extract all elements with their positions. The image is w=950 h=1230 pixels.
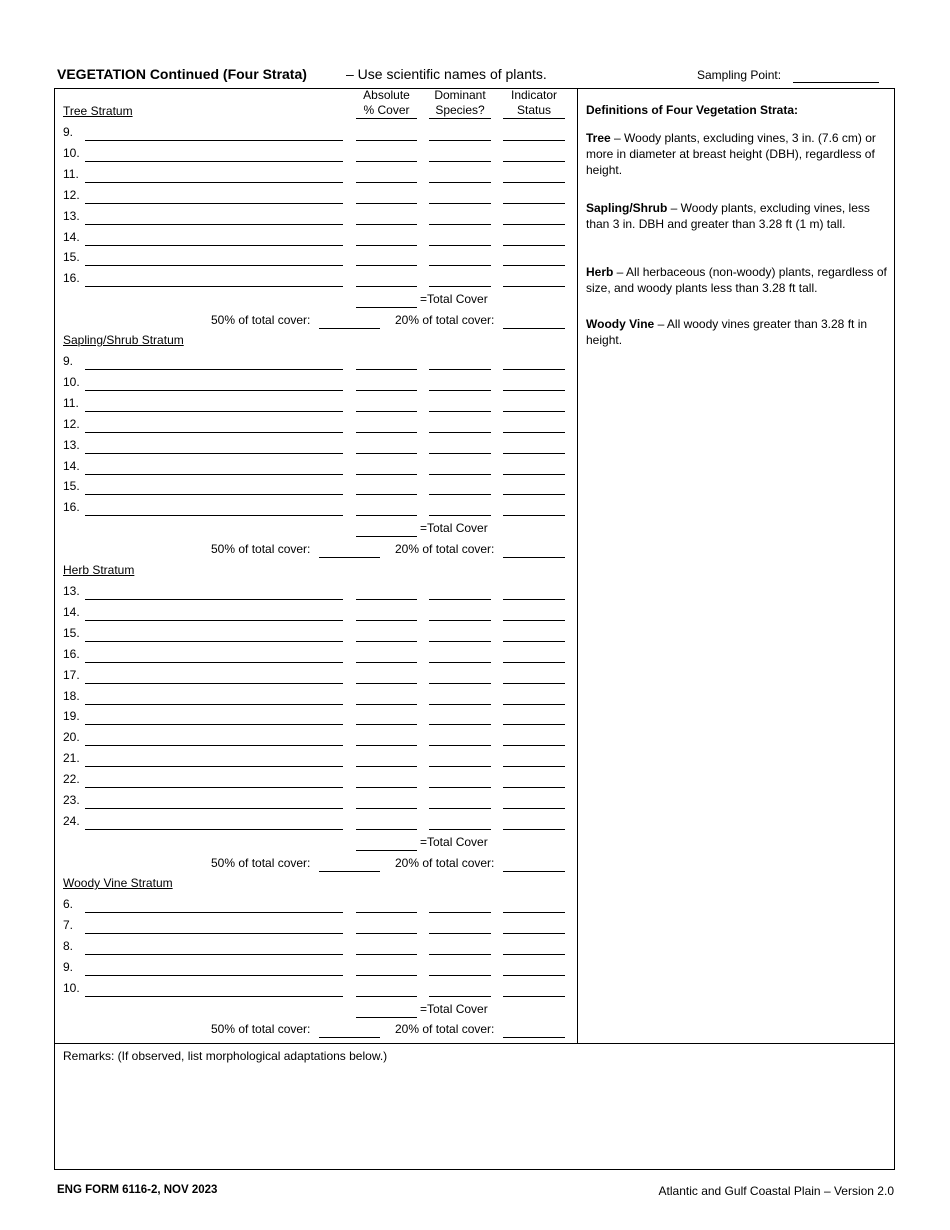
indicator-status-input[interactable] (503, 710, 565, 725)
indicator-status-input[interactable] (503, 251, 565, 266)
fifty-percent-input[interactable] (319, 543, 380, 558)
absolute-cover-input[interactable] (356, 982, 417, 997)
species-name-input[interactable] (85, 669, 343, 684)
row-number: 10. (63, 980, 80, 995)
species-name-input[interactable] (85, 376, 343, 391)
absolute-cover-input[interactable] (356, 418, 417, 433)
species-name-input[interactable] (85, 168, 343, 183)
species-name-input[interactable] (85, 898, 343, 913)
row-number: 15. (63, 625, 80, 640)
indicator-status-input[interactable] (503, 731, 565, 746)
dominant-species-input[interactable] (429, 460, 491, 475)
twenty-percent-input[interactable] (503, 1023, 565, 1038)
header-line: Species? (435, 103, 485, 117)
header-line: Dominant (434, 88, 486, 102)
indicator-status-input[interactable] (503, 940, 565, 955)
indicator-status-input[interactable] (503, 648, 565, 663)
header-underline (356, 118, 417, 119)
absolute-cover-input[interactable] (356, 710, 417, 725)
absolute-cover-input[interactable] (356, 648, 417, 663)
dominant-species-input[interactable] (429, 272, 491, 287)
species-name-input[interactable] (85, 815, 343, 830)
row-number: 11. (63, 395, 79, 410)
indicator-status-input[interactable] (503, 355, 565, 370)
absolute-cover-input[interactable] (356, 731, 417, 746)
species-name-input[interactable] (85, 460, 343, 475)
absolute-cover-input[interactable] (356, 272, 417, 287)
indicator-status-input[interactable] (503, 794, 565, 809)
dominant-species-input[interactable] (429, 919, 491, 934)
region-version: Atlantic and Gulf Coastal Plain – Version 2.0 (658, 1184, 894, 1198)
dominant-species-input[interactable] (429, 168, 491, 183)
form-id: ENG FORM 6116-2, NOV 2023 (57, 1184, 218, 1196)
header-line: Status (516, 103, 552, 117)
row-number: 19. (63, 709, 80, 724)
species-name-input[interactable] (85, 794, 343, 809)
indicator-status-input[interactable] (503, 147, 565, 162)
species-name-input[interactable] (85, 627, 343, 642)
dominant-species-input[interactable] (429, 231, 491, 246)
species-name-input[interactable] (85, 355, 343, 370)
row-number: 16. (63, 271, 80, 286)
stratum-title: Tree Stratum (63, 104, 133, 118)
species-name-input[interactable] (85, 752, 343, 767)
indicator-status-input[interactable] (503, 397, 565, 412)
total-cover-label: =Total Cover (420, 521, 488, 536)
row-number: 17. (63, 667, 80, 682)
indicator-status-input[interactable] (503, 376, 565, 391)
absolute-cover-input[interactable] (356, 501, 417, 516)
row-number: 13. (63, 208, 80, 223)
row-number: 10. (63, 145, 80, 160)
indicator-status-input[interactable] (503, 752, 565, 767)
row-number: 15. (63, 479, 80, 494)
definition-term: Tree (586, 131, 611, 145)
fifty-percent-label: 50% of total cover: (211, 542, 311, 557)
indicator-status-input[interactable] (503, 189, 565, 204)
stratum-title: Woody Vine Stratum (63, 876, 173, 890)
absolute-cover-input[interactable] (356, 815, 417, 830)
row-number: 21. (63, 751, 80, 766)
row-number: 14. (63, 604, 80, 619)
row-number: 16. (63, 646, 80, 661)
row-number: 12. (63, 416, 80, 431)
row-number: 9. (63, 959, 74, 974)
dominant-species-input[interactable] (429, 898, 491, 913)
absolute-cover-input[interactable] (356, 585, 417, 600)
absolute-cover-input[interactable] (356, 690, 417, 705)
species-name-input[interactable] (85, 251, 343, 266)
indicator-status-input[interactable] (503, 690, 565, 705)
twenty-percent-input[interactable] (503, 543, 565, 558)
absolute-cover-input[interactable] (356, 606, 417, 621)
species-name-input[interactable] (85, 690, 343, 705)
total-cover-input[interactable] (356, 1003, 417, 1018)
absolute-cover-input[interactable] (356, 439, 417, 454)
sampling-point-input[interactable] (793, 70, 879, 83)
indicator-status-input[interactable] (503, 898, 565, 913)
species-name-input[interactable] (85, 731, 343, 746)
row-number: 14. (63, 458, 80, 473)
twenty-percent-input[interactable] (503, 857, 565, 872)
indicator-status-input[interactable] (503, 439, 565, 454)
row-number: 18. (63, 688, 80, 703)
row-number: 11. (63, 166, 79, 181)
definition-term: Sapling/Shrub (586, 201, 668, 215)
absolute-cover-input[interactable] (356, 752, 417, 767)
definitions-title: Definitions of Four Vegetation Strata: (586, 103, 799, 117)
indicator-status-input[interactable] (503, 773, 565, 788)
dominant-species-input[interactable] (429, 397, 491, 412)
dominant-species-input[interactable] (429, 210, 491, 225)
dominant-species-input[interactable] (429, 251, 491, 266)
dominant-species-input[interactable] (429, 982, 491, 997)
definition-term: Herb (586, 265, 614, 279)
indicator-status-input[interactable] (503, 606, 565, 621)
indicator-status-input[interactable] (503, 961, 565, 976)
fifty-percent-label: 50% of total cover: (211, 855, 311, 870)
fifty-percent-label: 50% of total cover: (211, 313, 311, 328)
twenty-percent-label: 20% of total cover: (395, 542, 495, 557)
dominant-species-input[interactable] (429, 815, 491, 830)
species-name-input[interactable] (85, 231, 343, 246)
species-name-input[interactable] (85, 940, 343, 955)
dominant-species-input[interactable] (429, 690, 491, 705)
twenty-percent-input[interactable] (503, 314, 565, 329)
species-name-input[interactable] (85, 773, 343, 788)
indicator-status-input[interactable] (503, 210, 565, 225)
indicator-status-input[interactable] (503, 418, 565, 433)
absolute-cover-input[interactable] (356, 919, 417, 934)
indicator-status-input[interactable] (503, 168, 565, 183)
definition-woody-vine (586, 316, 891, 348)
total-cover-label: =Total Cover (420, 292, 488, 307)
species-name-input[interactable] (85, 982, 343, 997)
total-cover-input[interactable] (356, 522, 417, 537)
header-underline (503, 118, 565, 119)
remarks-divider (54, 1043, 895, 1044)
species-name-input[interactable] (85, 919, 343, 934)
absolute-cover-input[interactable] (356, 627, 417, 642)
row-number: 24. (63, 813, 80, 828)
species-name-input[interactable] (85, 480, 343, 495)
dominant-species-input[interactable] (429, 731, 491, 746)
absolute-cover-input[interactable] (356, 773, 417, 788)
absolute-cover-input[interactable] (356, 251, 417, 266)
dominant-species-input[interactable] (429, 439, 491, 454)
definition-sapling-shrub (586, 200, 891, 232)
dominant-species-input[interactable] (429, 961, 491, 976)
dominant-species-input[interactable] (429, 773, 491, 788)
row-number: 20. (63, 730, 80, 745)
row-number: 22. (63, 772, 80, 787)
species-name-input[interactable] (85, 272, 343, 287)
species-name-input[interactable] (85, 397, 343, 412)
fifty-percent-label: 50% of total cover: (211, 1022, 311, 1037)
fifty-percent-input[interactable] (319, 1023, 380, 1038)
indicator-status-input[interactable] (503, 669, 565, 684)
fifty-percent-input[interactable] (319, 857, 380, 872)
dominant-species-input[interactable] (429, 585, 491, 600)
species-name-input[interactable] (85, 961, 343, 976)
remarks-label: Remarks: (If observed, list morphological adaptations below.) (63, 1049, 388, 1063)
row-number: 7. (63, 917, 74, 932)
absolute-cover-input[interactable] (356, 460, 417, 475)
absolute-cover-input[interactable] (356, 898, 417, 913)
dominant-species-input[interactable] (429, 147, 491, 162)
absolute-cover-input[interactable] (356, 961, 417, 976)
indicator-status-header (503, 88, 565, 118)
absolute-cover-input[interactable] (356, 168, 417, 183)
species-name-input[interactable] (85, 585, 343, 600)
indicator-status-input[interactable] (503, 982, 565, 997)
dominant-species-header (429, 88, 491, 118)
dominant-species-input[interactable] (429, 606, 491, 621)
row-number: 14. (63, 229, 80, 244)
absolute-cover-input[interactable] (356, 397, 417, 412)
total-cover-input[interactable] (356, 293, 417, 308)
dominant-species-input[interactable] (429, 794, 491, 809)
species-name-input[interactable] (85, 126, 343, 141)
twenty-percent-label: 20% of total cover: (395, 1022, 495, 1037)
species-name-input[interactable] (85, 189, 343, 204)
definition-tree (586, 130, 891, 178)
total-cover-input[interactable] (356, 836, 417, 851)
sampling-point-label: Sampling Point: (697, 68, 782, 82)
fifty-percent-input[interactable] (319, 314, 380, 329)
page-title: VEGETATION Continued (Four Strata) (57, 66, 307, 82)
absolute-cover-input[interactable] (356, 940, 417, 955)
twenty-percent-label: 20% of total cover: (395, 313, 495, 328)
remarks-textarea[interactable] (60, 1070, 892, 1166)
page-subtitle: – Use scientific names of plants. (346, 66, 547, 82)
row-number: 23. (63, 793, 80, 807)
stratum-title: Herb Stratum (63, 563, 135, 577)
species-name-input[interactable] (85, 501, 343, 516)
dominant-species-input[interactable] (429, 376, 491, 391)
absolute-cover-input[interactable] (356, 210, 417, 225)
indicator-status-input[interactable] (503, 231, 565, 246)
indicator-status-input[interactable] (503, 126, 565, 141)
dominant-species-input[interactable] (429, 669, 491, 684)
row-number: 13. (63, 437, 80, 452)
indicator-status-input[interactable] (503, 585, 565, 600)
species-name-input[interactable] (85, 648, 343, 663)
absolute-cover-input[interactable] (356, 231, 417, 246)
dominant-species-input[interactable] (429, 940, 491, 955)
absolute-cover-input[interactable] (356, 669, 417, 684)
dominant-species-input[interactable] (429, 501, 491, 516)
indicator-status-input[interactable] (503, 272, 565, 287)
row-number: 13. (63, 584, 80, 598)
definition-text: – Woody plants, excluding vines, less than 3 in. DBH and greater than 3.28 ft (1 m) tall. (586, 201, 870, 231)
dominant-species-input[interactable] (429, 355, 491, 370)
absolute-cover-input[interactable] (356, 126, 417, 141)
header-line: Absolute (363, 88, 410, 102)
absolute-cover-input[interactable] (356, 355, 417, 370)
definition-text: – All woody vines greater than 3.28 ft in height. (586, 317, 868, 347)
indicator-status-input[interactable] (503, 919, 565, 934)
absolute-cover-input[interactable] (356, 189, 417, 204)
twenty-percent-label: 20% of total cover: (395, 855, 495, 870)
absolute-cover-header (356, 88, 417, 118)
header-line: % Cover (363, 103, 410, 117)
indicator-status-input[interactable] (503, 627, 565, 642)
row-number: 9. (63, 354, 74, 368)
species-name-input[interactable] (85, 439, 343, 454)
definition-herb (586, 264, 891, 296)
dominant-species-input[interactable] (429, 752, 491, 767)
header-line: Indicator (510, 88, 558, 102)
row-number: 15. (63, 250, 80, 265)
species-name-input[interactable] (85, 710, 343, 725)
dominant-species-input[interactable] (429, 480, 491, 495)
species-name-input[interactable] (85, 210, 343, 225)
row-number: 9. (63, 125, 74, 139)
dominant-species-input[interactable] (429, 418, 491, 433)
absolute-cover-input[interactable] (356, 376, 417, 391)
header-underline (429, 118, 491, 119)
row-number: 8. (63, 938, 74, 953)
indicator-status-input[interactable] (503, 460, 565, 475)
absolute-cover-input[interactable] (356, 794, 417, 809)
dominant-species-input[interactable] (429, 126, 491, 141)
total-cover-label: =Total Cover (420, 834, 488, 849)
row-number: 10. (63, 374, 80, 389)
dominant-species-input[interactable] (429, 189, 491, 204)
dominant-species-input[interactable] (429, 627, 491, 642)
definitions-panel (586, 102, 891, 348)
species-name-input[interactable] (85, 418, 343, 433)
definition-text: – All herbaceous (non-woody) plants, regardless of size, and woody plants less than 3.28 ft tall. (586, 265, 887, 295)
indicator-status-input[interactable] (503, 480, 565, 495)
stratum-title: Sapling/Shrub Stratum (63, 333, 184, 347)
row-number: 16. (63, 500, 80, 515)
column-divider (577, 88, 578, 1044)
row-number: 6. (63, 897, 74, 911)
definition-text: – Woody plants, excluding vines, 3 in. (7.6 cm) or more in diameter at breast height (DBH), regardless of height. (586, 131, 876, 177)
dominant-species-input[interactable] (429, 710, 491, 725)
absolute-cover-input[interactable] (356, 147, 417, 162)
dominant-species-input[interactable] (429, 648, 491, 663)
row-number: 12. (63, 187, 80, 202)
indicator-status-input[interactable] (503, 815, 565, 830)
species-name-input[interactable] (85, 606, 343, 621)
definition-term: Woody Vine (586, 317, 655, 331)
species-name-input[interactable] (85, 147, 343, 162)
indicator-status-input[interactable] (503, 501, 565, 516)
total-cover-label: =Total Cover (420, 1001, 488, 1016)
absolute-cover-input[interactable] (356, 480, 417, 495)
